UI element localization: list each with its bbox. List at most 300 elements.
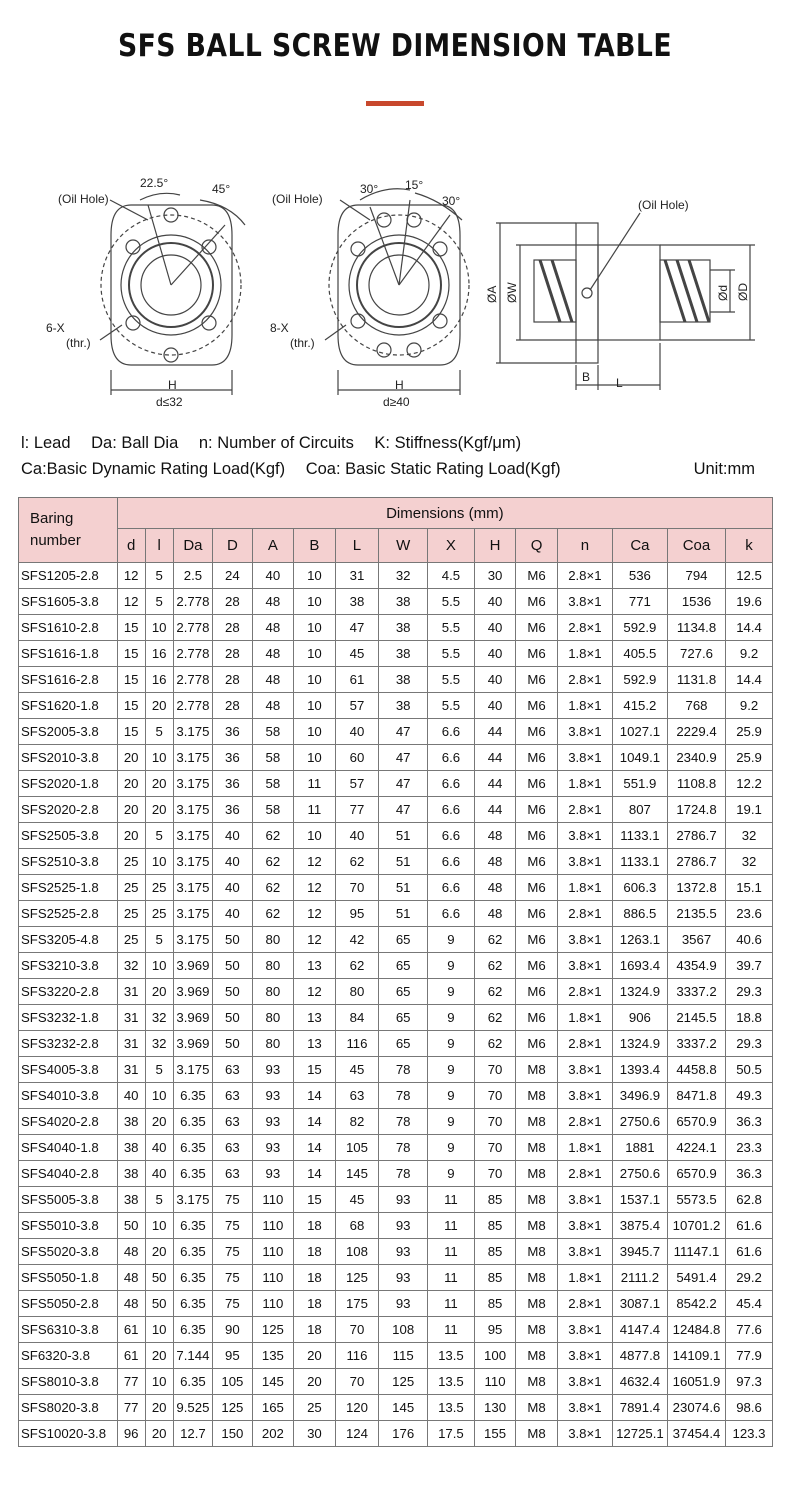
- legend-unit: Unit:mm: [693, 460, 755, 478]
- value-cell: 1536: [667, 589, 725, 615]
- value-cell: M6: [516, 1005, 558, 1031]
- holes-8x-label: 8-X: [270, 321, 289, 335]
- value-cell: 62: [474, 953, 516, 979]
- value-cell: 5.5: [428, 589, 475, 615]
- value-cell: 3.8×1: [557, 1187, 612, 1213]
- value-cell: 62: [252, 875, 294, 901]
- value-cell: 18: [294, 1213, 336, 1239]
- value-cell: 80: [252, 953, 294, 979]
- column-header-12: Ca: [612, 529, 667, 563]
- value-cell: 768: [667, 693, 725, 719]
- value-cell: 6.35: [173, 1161, 212, 1187]
- value-cell: 6.6: [428, 875, 475, 901]
- value-cell: M8: [516, 1317, 558, 1343]
- table-row: [19, 1161, 773, 1187]
- value-cell: 63: [335, 1083, 379, 1109]
- value-cell: 1.8×1: [557, 641, 612, 667]
- value-cell: 6.6: [428, 797, 475, 823]
- value-cell: 45: [335, 641, 379, 667]
- column-header-6: L: [335, 529, 379, 563]
- value-cell: 29.2: [726, 1265, 773, 1291]
- value-cell: 78: [379, 1135, 428, 1161]
- value-cell: 125: [335, 1265, 379, 1291]
- value-cell: 40.6: [726, 927, 773, 953]
- value-cell: 80: [252, 927, 294, 953]
- value-cell: 3.8×1: [557, 745, 612, 771]
- value-cell: 3.969: [173, 979, 212, 1005]
- oil-hole-label-1: (Oil Hole): [58, 192, 109, 206]
- value-cell: 48: [474, 901, 516, 927]
- value-cell: M6: [516, 875, 558, 901]
- table-row: [19, 797, 773, 823]
- value-cell: 32: [145, 1005, 173, 1031]
- table-row: [19, 1057, 773, 1083]
- model-number-cell: SF6320-3.8: [19, 1343, 118, 1369]
- value-cell: 32: [726, 823, 773, 849]
- legend-row-2: [21, 456, 771, 482]
- value-cell: 5: [145, 1057, 173, 1083]
- table-row: [19, 823, 773, 849]
- value-cell: 32: [379, 563, 428, 589]
- model-number-cell: SFS4040-2.8: [19, 1161, 118, 1187]
- value-cell: 63: [213, 1135, 252, 1161]
- value-cell: 2.5: [173, 563, 212, 589]
- value-cell: M6: [516, 563, 558, 589]
- value-cell: 93: [252, 1083, 294, 1109]
- value-cell: 14.4: [726, 615, 773, 641]
- legend-row-1: [21, 430, 771, 456]
- value-cell: 13: [294, 1005, 336, 1031]
- value-cell: 1049.1: [612, 745, 667, 771]
- value-cell: 47: [379, 771, 428, 797]
- value-cell: 145: [252, 1369, 294, 1395]
- column-header-13: Coa: [667, 529, 725, 563]
- value-cell: 62: [252, 849, 294, 875]
- column-header-8: X: [428, 529, 475, 563]
- table-row: [19, 615, 773, 641]
- thr-label-2: (thr.): [290, 336, 315, 350]
- value-cell: 14: [294, 1083, 336, 1109]
- value-cell: 8471.8: [667, 1083, 725, 1109]
- value-cell: 28: [213, 589, 252, 615]
- value-cell: 12725.1: [612, 1421, 667, 1447]
- value-cell: 82: [335, 1109, 379, 1135]
- value-cell: 3.8×1: [557, 1057, 612, 1083]
- value-cell: 50.5: [726, 1057, 773, 1083]
- value-cell: 6570.9: [667, 1161, 725, 1187]
- value-cell: 13.5: [428, 1395, 475, 1421]
- value-cell: 70: [474, 1135, 516, 1161]
- table-row: [19, 1213, 773, 1239]
- value-cell: 50: [213, 979, 252, 1005]
- value-cell: 51: [379, 875, 428, 901]
- value-cell: 65: [379, 1005, 428, 1031]
- value-cell: 2.8×1: [557, 901, 612, 927]
- value-cell: 48: [117, 1291, 145, 1317]
- value-cell: 8542.2: [667, 1291, 725, 1317]
- value-cell: 63: [213, 1109, 252, 1135]
- value-cell: 31: [117, 1031, 145, 1057]
- value-cell: 80: [252, 1031, 294, 1057]
- value-cell: 145: [335, 1161, 379, 1187]
- value-cell: 61.6: [726, 1239, 773, 1265]
- value-cell: 116: [335, 1031, 379, 1057]
- value-cell: 2145.5: [667, 1005, 725, 1031]
- value-cell: 45.4: [726, 1291, 773, 1317]
- value-cell: 70: [474, 1161, 516, 1187]
- value-cell: 1.8×1: [557, 693, 612, 719]
- value-cell: 20: [145, 771, 173, 797]
- value-cell: 7.144: [173, 1343, 212, 1369]
- value-cell: 1131.8: [667, 667, 725, 693]
- value-cell: 10: [294, 823, 336, 849]
- value-cell: 14109.1: [667, 1343, 725, 1369]
- value-cell: 62: [252, 901, 294, 927]
- model-number-cell: SFS1616-2.8: [19, 667, 118, 693]
- model-number-cell: SFS5050-2.8: [19, 1291, 118, 1317]
- value-cell: 38: [117, 1161, 145, 1187]
- table-row: [19, 719, 773, 745]
- value-cell: 95: [474, 1317, 516, 1343]
- value-cell: 93: [379, 1239, 428, 1265]
- thr-label-1: (thr.): [66, 336, 91, 350]
- value-cell: 125: [213, 1395, 252, 1421]
- column-header-9: H: [474, 529, 516, 563]
- value-cell: 48: [252, 615, 294, 641]
- value-cell: M6: [516, 823, 558, 849]
- value-cell: 57: [335, 771, 379, 797]
- value-cell: 11: [428, 1213, 475, 1239]
- value-cell: 65: [379, 953, 428, 979]
- value-cell: 75: [213, 1187, 252, 1213]
- value-cell: 2750.6: [612, 1161, 667, 1187]
- value-cell: 125: [379, 1369, 428, 1395]
- value-cell: 62.8: [726, 1187, 773, 1213]
- phi-d-small-label: Ød: [716, 284, 730, 301]
- model-number-cell: SFS2010-3.8: [19, 745, 118, 771]
- value-cell: 49.3: [726, 1083, 773, 1109]
- value-cell: 16051.9: [667, 1369, 725, 1395]
- value-cell: 62: [474, 1005, 516, 1031]
- value-cell: 13: [294, 953, 336, 979]
- value-cell: 9: [428, 1083, 475, 1109]
- value-cell: M8: [516, 1265, 558, 1291]
- value-cell: 886.5: [612, 901, 667, 927]
- d-large-label: d≥40: [383, 395, 410, 409]
- value-cell: 68: [335, 1213, 379, 1239]
- value-cell: 15: [294, 1187, 336, 1213]
- dimensions-header: Dimensions (mm): [117, 498, 772, 529]
- value-cell: 6.6: [428, 745, 475, 771]
- value-cell: 3.8×1: [557, 719, 612, 745]
- value-cell: 58: [252, 719, 294, 745]
- value-cell: 20: [117, 745, 145, 771]
- table-row: [19, 979, 773, 1005]
- value-cell: 2.8×1: [557, 797, 612, 823]
- value-cell: 2786.7: [667, 823, 725, 849]
- value-cell: 11: [428, 1265, 475, 1291]
- column-header-3: D: [213, 529, 252, 563]
- value-cell: 415.2: [612, 693, 667, 719]
- value-cell: 28: [213, 641, 252, 667]
- value-cell: M6: [516, 771, 558, 797]
- value-cell: 38: [379, 693, 428, 719]
- value-cell: 85: [474, 1187, 516, 1213]
- value-cell: 40: [117, 1083, 145, 1109]
- value-cell: 3.175: [173, 1057, 212, 1083]
- legend-k: K: Stiffness(Kgf/μm): [374, 434, 522, 452]
- model-number-cell: SFS1610-2.8: [19, 615, 118, 641]
- value-cell: 12.7: [173, 1421, 212, 1447]
- value-cell: 10: [294, 693, 336, 719]
- model-number-cell: SFS8010-3.8: [19, 1369, 118, 1395]
- value-cell: 906: [612, 1005, 667, 1031]
- value-cell: 48: [474, 849, 516, 875]
- model-number-cell: SFS1605-3.8: [19, 589, 118, 615]
- value-cell: 2.8×1: [557, 1161, 612, 1187]
- value-cell: 70: [474, 1057, 516, 1083]
- value-cell: 20: [145, 1343, 173, 1369]
- value-cell: 65: [379, 927, 428, 953]
- oil-hole-label-2: (Oil Hole): [272, 192, 323, 206]
- value-cell: 3.8×1: [557, 1343, 612, 1369]
- value-cell: 97.3: [726, 1369, 773, 1395]
- value-cell: 50: [213, 1031, 252, 1057]
- value-cell: M6: [516, 797, 558, 823]
- value-cell: 3.175: [173, 745, 212, 771]
- value-cell: 3.8×1: [557, 1317, 612, 1343]
- value-cell: 3945.7: [612, 1239, 667, 1265]
- model-number-cell: SFS1620-1.8: [19, 693, 118, 719]
- value-cell: 32: [145, 1031, 173, 1057]
- value-cell: 15: [117, 641, 145, 667]
- value-cell: 155: [474, 1421, 516, 1447]
- value-cell: 25.9: [726, 745, 773, 771]
- value-cell: 2.8×1: [557, 615, 612, 641]
- value-cell: 48: [474, 875, 516, 901]
- value-cell: 135: [252, 1343, 294, 1369]
- value-cell: 3.175: [173, 771, 212, 797]
- value-cell: 3567: [667, 927, 725, 953]
- table-row: [19, 1109, 773, 1135]
- value-cell: 70: [335, 1317, 379, 1343]
- value-cell: 606.3: [612, 875, 667, 901]
- value-cell: 10: [294, 745, 336, 771]
- value-cell: 63: [213, 1161, 252, 1187]
- value-cell: 45: [335, 1057, 379, 1083]
- value-cell: 110: [474, 1369, 516, 1395]
- value-cell: 40: [474, 667, 516, 693]
- column-header-14: k: [726, 529, 773, 563]
- legend-lead: l: Lead: [21, 434, 71, 452]
- angle-30a-label: 30°: [360, 182, 379, 196]
- value-cell: 50: [213, 927, 252, 953]
- model-number-cell: SFS5050-1.8: [19, 1265, 118, 1291]
- value-cell: 44: [474, 745, 516, 771]
- value-cell: 38: [117, 1135, 145, 1161]
- value-cell: 19.1: [726, 797, 773, 823]
- value-cell: 3.175: [173, 875, 212, 901]
- value-cell: 70: [335, 875, 379, 901]
- value-cell: 77.9: [726, 1343, 773, 1369]
- value-cell: 32: [117, 953, 145, 979]
- value-cell: 20: [117, 823, 145, 849]
- value-cell: 2.778: [173, 667, 212, 693]
- value-cell: 40: [252, 563, 294, 589]
- oil-hole-label-3: (Oil Hole): [638, 198, 689, 212]
- value-cell: 3.8×1: [557, 1369, 612, 1395]
- value-cell: M8: [516, 1421, 558, 1447]
- value-cell: 36: [213, 745, 252, 771]
- value-cell: 95: [213, 1343, 252, 1369]
- value-cell: 38: [335, 589, 379, 615]
- value-cell: 25: [294, 1395, 336, 1421]
- table-row: [19, 693, 773, 719]
- value-cell: 807: [612, 797, 667, 823]
- value-cell: M6: [516, 927, 558, 953]
- value-cell: 12: [294, 927, 336, 953]
- value-cell: 5: [145, 589, 173, 615]
- value-cell: 124: [335, 1421, 379, 1447]
- value-cell: 42: [335, 927, 379, 953]
- model-number-cell: SFS4040-1.8: [19, 1135, 118, 1161]
- value-cell: 61: [117, 1343, 145, 1369]
- value-cell: 18: [294, 1291, 336, 1317]
- value-cell: 16: [145, 641, 173, 667]
- value-cell: 20: [145, 693, 173, 719]
- value-cell: 6.35: [173, 1291, 212, 1317]
- value-cell: 1027.1: [612, 719, 667, 745]
- value-cell: 93: [252, 1057, 294, 1083]
- value-cell: 4458.8: [667, 1057, 725, 1083]
- model-number-cell: SFS3232-2.8: [19, 1031, 118, 1057]
- model-number-cell: SFS3232-1.8: [19, 1005, 118, 1031]
- table-row: [19, 1005, 773, 1031]
- value-cell: 2750.6: [612, 1109, 667, 1135]
- value-cell: 40: [474, 641, 516, 667]
- value-cell: M6: [516, 1031, 558, 1057]
- value-cell: 40: [213, 875, 252, 901]
- table-row: [19, 1395, 773, 1421]
- model-number-cell: SFS8020-3.8: [19, 1395, 118, 1421]
- h-label-1: H: [168, 378, 177, 392]
- value-cell: M6: [516, 979, 558, 1005]
- value-cell: 58: [252, 797, 294, 823]
- column-header-4: A: [252, 529, 294, 563]
- value-cell: 1.8×1: [557, 771, 612, 797]
- value-cell: 31: [117, 1005, 145, 1031]
- value-cell: 1324.9: [612, 1031, 667, 1057]
- model-number-cell: SFS3220-2.8: [19, 979, 118, 1005]
- model-number-cell: SFS2005-3.8: [19, 719, 118, 745]
- value-cell: 93: [379, 1187, 428, 1213]
- value-cell: 5: [145, 563, 173, 589]
- value-cell: 1.8×1: [557, 1135, 612, 1161]
- value-cell: 10: [145, 1369, 173, 1395]
- value-cell: M6: [516, 641, 558, 667]
- value-cell: 794: [667, 563, 725, 589]
- model-number-cell: SFS3205-4.8: [19, 927, 118, 953]
- value-cell: 2.8×1: [557, 1109, 612, 1135]
- value-cell: 10: [294, 641, 336, 667]
- value-cell: M8: [516, 1083, 558, 1109]
- value-cell: 39.7: [726, 953, 773, 979]
- table-row: [19, 1265, 773, 1291]
- value-cell: 85: [474, 1213, 516, 1239]
- value-cell: 13.5: [428, 1369, 475, 1395]
- value-cell: 48: [117, 1239, 145, 1265]
- value-cell: 36.3: [726, 1161, 773, 1187]
- value-cell: M8: [516, 1369, 558, 1395]
- value-cell: 1.8×1: [557, 1005, 612, 1031]
- value-cell: 84: [335, 1005, 379, 1031]
- value-cell: 12: [117, 589, 145, 615]
- value-cell: 14.4: [726, 667, 773, 693]
- value-cell: 25: [117, 901, 145, 927]
- value-cell: 40: [145, 1161, 173, 1187]
- value-cell: 40: [474, 589, 516, 615]
- angle-15-label: 15°: [405, 178, 424, 192]
- value-cell: 36.3: [726, 1109, 773, 1135]
- d-small-label: d≤32: [156, 395, 183, 409]
- model-number-cell: SFS5020-3.8: [19, 1239, 118, 1265]
- page-title: SFS BALL SCREW DIMENSION TABLE: [118, 28, 672, 64]
- value-cell: 7891.4: [612, 1395, 667, 1421]
- value-cell: 38: [379, 667, 428, 693]
- table-row: [19, 953, 773, 979]
- value-cell: 31: [117, 1057, 145, 1083]
- value-cell: 25: [117, 875, 145, 901]
- value-cell: 36: [213, 797, 252, 823]
- value-cell: 10: [294, 563, 336, 589]
- value-cell: 62: [335, 953, 379, 979]
- value-cell: M8: [516, 1109, 558, 1135]
- model-number-cell: SFS4010-3.8: [19, 1083, 118, 1109]
- value-cell: M8: [516, 1395, 558, 1421]
- model-number-cell: SFS4020-2.8: [19, 1109, 118, 1135]
- value-cell: 85: [474, 1239, 516, 1265]
- value-cell: 1881: [612, 1135, 667, 1161]
- value-cell: 3.175: [173, 823, 212, 849]
- phi-a-label: ØA: [485, 285, 499, 303]
- value-cell: 2.778: [173, 693, 212, 719]
- value-cell: 3.969: [173, 953, 212, 979]
- value-cell: 13: [294, 1031, 336, 1057]
- value-cell: 1537.1: [612, 1187, 667, 1213]
- table-row: [19, 927, 773, 953]
- value-cell: 9: [428, 1109, 475, 1135]
- value-cell: 50: [117, 1213, 145, 1239]
- value-cell: 38: [117, 1109, 145, 1135]
- value-cell: 5: [145, 927, 173, 953]
- value-cell: 3.175: [173, 927, 212, 953]
- table-row: [19, 563, 773, 589]
- model-number-cell: SFS5005-3.8: [19, 1187, 118, 1213]
- value-cell: 176: [379, 1421, 428, 1447]
- value-cell: 1393.4: [612, 1057, 667, 1083]
- h-label-2: H: [395, 378, 404, 392]
- value-cell: 28: [213, 667, 252, 693]
- value-cell: 40: [474, 615, 516, 641]
- value-cell: 20: [145, 797, 173, 823]
- value-cell: 125: [252, 1317, 294, 1343]
- value-cell: 6.35: [173, 1135, 212, 1161]
- value-cell: 123.3: [726, 1421, 773, 1447]
- value-cell: 20: [117, 771, 145, 797]
- value-cell: 2.8×1: [557, 1291, 612, 1317]
- value-cell: 61: [335, 667, 379, 693]
- table-row: [19, 901, 773, 927]
